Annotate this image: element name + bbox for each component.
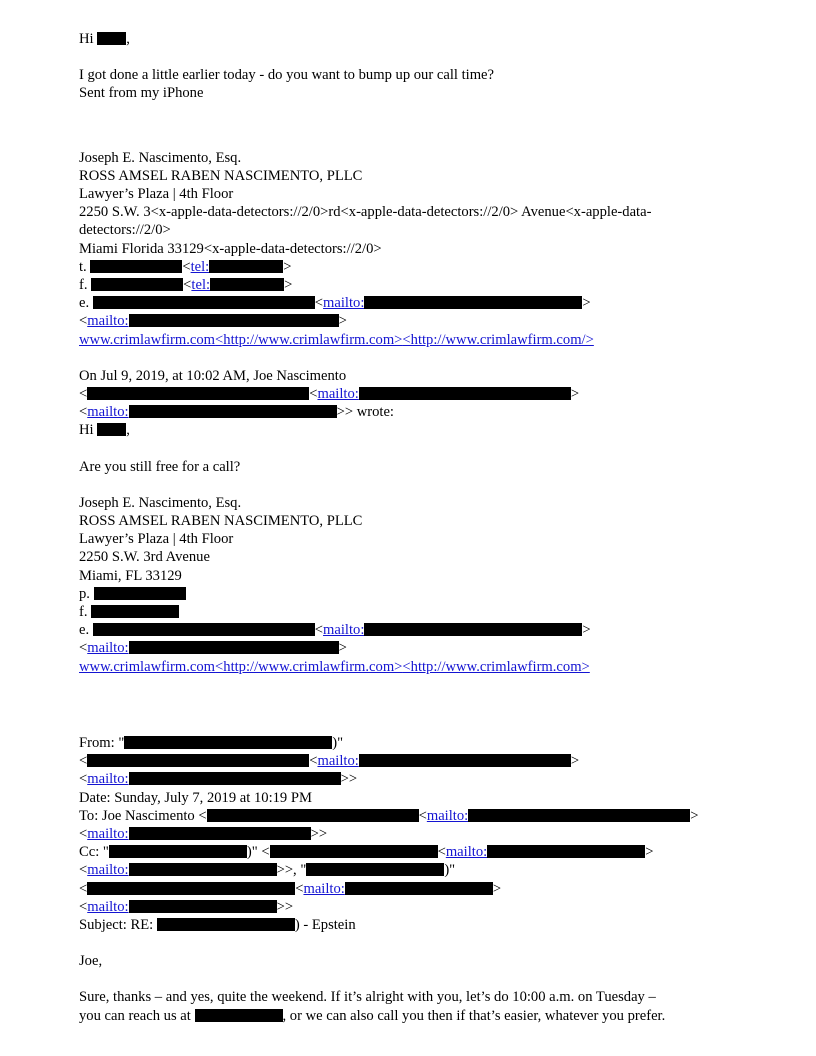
date-value: Sunday, July 7, 2019 at 10:19 PM [114,789,312,806]
data-detector-4: <x-apple-data-detectors://2/0> [203,240,382,257]
signature-1-name: Joseph E. Nascimento, Esq. [79,149,242,166]
tel-label: t. [79,258,87,275]
mailto-link[interactable]: mailto: [303,880,345,897]
redaction-bar [129,314,339,327]
angle-close: > [492,880,502,897]
redaction-bar [124,736,332,749]
street-ordinal: rd [328,204,341,221]
signature-1-city [79,240,738,258]
angle-open: < [314,622,324,639]
website-link[interactable]: www.crimlawfirm.com [79,658,216,675]
mailto-link[interactable]: mailto: [87,898,129,915]
redaction-bar [306,863,444,876]
wrote-text: >> wrote: [336,404,394,421]
angle-open: < [261,844,270,861]
angle-close: > [645,844,654,861]
signature-1-street [79,203,738,221]
cc-close-2: )" [444,862,456,879]
greeting-comma: , [126,31,130,47]
subject-suffix: ) - Epstein [294,916,356,933]
redaction-bar [210,278,284,291]
redaction-bar [91,278,183,291]
redaction-bar [364,623,582,636]
signature-2-phone-row [79,585,738,603]
fax-label: f. [79,277,88,294]
angle-close: > [582,295,591,312]
body-text-b: , or we can also call you then if that’s easier, whatever you prefer. [282,1007,666,1024]
greeting-line-1 [79,30,738,48]
mailto-link[interactable]: mailto: [87,771,129,788]
redaction-bar [93,296,315,309]
redaction-bar [93,623,315,636]
redaction-bar [97,423,126,436]
header-from-row-cont [79,752,738,770]
website-url-2[interactable]: <http://www.crimlawfirm.com> [402,658,590,675]
signature-2-email-row-cont [79,639,738,657]
greeting-line-3: Joe, [79,953,103,970]
cc-mid: >>, " [276,862,307,879]
angle-open: < [309,753,318,770]
redaction-bar [207,809,419,822]
header-cc-row [79,843,738,861]
body-paragraph-1-line-1: I got done a little earlier today - do you want to bump up our call time? [79,67,494,84]
header-from-row [79,734,738,752]
angle-close: > [690,807,699,824]
mailto-link[interactable]: mailto: [317,386,359,403]
angle-close: > [582,622,591,639]
mailto-link[interactable]: mailto: [87,825,129,842]
subject-label: Subject: RE: [79,916,157,933]
signature-2-firm: ROSS AMSEL RABEN NASCIMENTO, PLLC [79,513,363,530]
redaction-bar [87,754,309,767]
angle-close-double: >> [310,825,328,842]
redaction-bar [109,845,247,858]
mailto-link[interactable]: mailto: [87,862,129,879]
signature-2-fax-row [79,603,738,621]
data-detector-1: <x-apple-data-detectors://2/0> [150,204,329,221]
to-value: Joe Nascimento [101,807,195,824]
quote-header: On Jul 9, 2019, at 10:02 AM, Joe Nascimento [79,367,347,384]
quote-header-addresses-cont [79,403,738,421]
data-detector-2: <x-apple-data-detectors://2/0> [340,204,519,221]
cc-close: )" [246,844,258,861]
signature-2-street: 2250 S.W. 3rd Avenue [79,549,210,566]
redaction-bar [129,827,311,840]
mailto-link[interactable]: mailto: [323,622,365,639]
angle-open: < [79,640,88,657]
mailto-link[interactable]: mailto: [426,807,469,824]
angle-open: < [79,313,88,330]
redaction-bar [94,587,186,600]
website-url-1[interactable]: <http://www.crimlawfirm.com> [215,658,403,675]
angle-open: < [418,807,427,824]
angle-close-double: >> [340,771,358,788]
greeting-text: Hi [79,31,94,47]
angle-close: > [284,277,293,294]
angle-open: < [79,771,88,788]
mailto-link[interactable]: mailto: [323,295,365,312]
header-to-row-cont [79,825,738,843]
redaction-bar [195,1009,283,1022]
greeting-text: Hi [79,422,94,439]
angle-close: > [338,640,347,657]
signature-2-floor: Lawyer’s Plaza | 4th Floor [79,531,234,548]
signature-1-email-row-cont [79,312,738,330]
mailto-link[interactable]: mailto: [87,404,129,421]
header-cc-row-cont-2 [79,880,738,898]
body-paragraph-2: Are you still free for a call? [79,458,241,475]
body-paragraph-1-line-2: Sent from my iPhone [79,85,204,102]
header-to-row [79,807,738,825]
redaction-bar [364,296,582,309]
fax-label: f. [79,604,88,621]
angle-open: < [79,862,88,879]
redaction-bar [129,405,337,418]
signature-1-firm: ROSS AMSEL RABEN NASCIMENTO, PLLC [79,167,363,184]
website-url-1[interactable]: <http://www.crimlawfirm.com> [215,331,403,348]
redaction-bar [87,882,295,895]
angle-open: < [198,807,207,824]
redaction-bar [87,387,309,400]
redaction-bar [487,845,645,858]
redaction-bar [129,863,277,876]
signature-1-tel-row [79,258,738,276]
angle-open: < [79,825,88,842]
redaction-bar [129,772,341,785]
body-text-a: you can reach us at [79,1007,191,1024]
street-number: 2250 S.W. 3 [79,204,151,221]
angle-open: < [79,898,88,915]
signature-2-city: Miami, FL 33129 [79,567,182,584]
header-cc-row-cont-3 [79,898,738,916]
mailto-link[interactable]: mailto: [87,313,129,330]
angle-open: < [314,295,324,312]
tel-link[interactable]: tel: [190,258,210,275]
signature-1-email-row [79,294,738,312]
angle-open: < [79,404,88,421]
angle-close: > [570,386,580,403]
signature-1-street-cont: detectors://2/0> [79,222,171,239]
mailto-link[interactable]: mailto: [317,753,359,770]
redaction-bar [97,32,126,45]
redaction-bar [270,845,438,858]
redaction-bar [91,605,179,618]
angle-open: < [295,880,304,897]
body-paragraph-3-line-1: Sure, thanks – and yes, quite the weekend. If it’s alright with you, let’s do 10:00 a.m. on Tuesday – [79,989,656,1006]
cc-label: Cc: " [79,844,109,861]
signature-2-email-row [79,621,738,639]
quote-header-addresses [79,385,738,403]
phone-label: p. [79,585,90,602]
redaction-bar [90,260,182,273]
email-label: e. [79,622,90,639]
street-name: Avenue [518,204,566,221]
greeting-comma: , [126,422,130,439]
angle-open: < [309,386,318,403]
email-label: e. [79,295,90,312]
website-url-2[interactable]: <http://www.crimlawfirm.com/> [402,331,594,348]
angle-close-double: >> [276,898,294,915]
header-subject-row [79,916,738,934]
redaction-bar [345,882,493,895]
header-from-row-cont-2 [79,770,738,788]
angle-open: < [79,753,88,770]
redaction-bar [359,387,571,400]
to-label: To: [79,807,102,824]
signature-1-fax-row [79,276,738,294]
redaction-bar [468,809,690,822]
angle-open: < [79,880,88,897]
from-label: From: " [79,734,125,751]
angle-close: > [338,313,347,330]
angle-open: < [183,277,192,294]
redaction-bar [359,754,571,767]
angle-close: > [283,258,292,275]
header-cc-row-cont [79,861,738,879]
mailto-link[interactable]: mailto: [445,844,488,861]
date-label: Date: [79,789,115,806]
signature-1-floor: Lawyer’s Plaza | 4th Floor [79,186,234,203]
city-text: Miami Florida 33129 [79,240,204,257]
data-detector-3: <x-apple-data- [565,204,652,221]
body-paragraph-3-line-2 [79,1007,738,1025]
angle-open: < [437,844,446,861]
signature-1-website-row [79,331,738,349]
tel-link[interactable]: tel: [191,277,211,294]
signature-2-website-row [79,658,738,676]
angle-open: < [182,258,191,275]
website-link[interactable]: www.crimlawfirm.com [79,331,216,348]
redaction-bar [209,260,283,273]
header-date-row [79,789,738,807]
redaction-bar [129,641,339,654]
signature-2-name: Joseph E. Nascimento, Esq. [79,494,242,511]
redaction-bar [129,900,277,913]
greeting-line-2 [79,421,738,439]
from-close: )" [332,734,344,751]
mailto-link[interactable]: mailto: [87,640,129,657]
angle-open: < [79,386,88,403]
redaction-bar [157,918,295,931]
angle-close: > [570,753,580,770]
